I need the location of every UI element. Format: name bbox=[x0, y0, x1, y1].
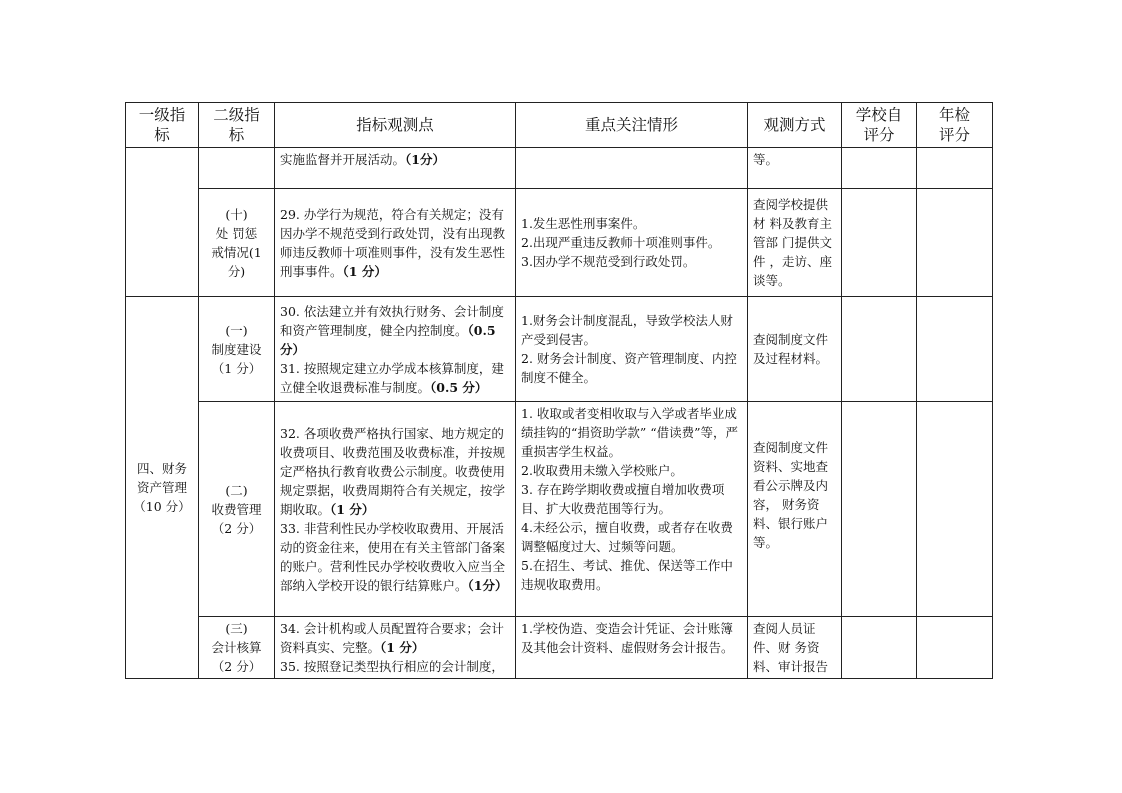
header-self-score: 学校自 评分 bbox=[842, 103, 917, 148]
level1-cell-empty bbox=[126, 148, 199, 297]
annual-score-cell[interactable] bbox=[917, 297, 993, 402]
focus-cell: 1.学校伪造、变造会计凭证、会计账簿及其他会计资料、虚假财务会计报告。 bbox=[516, 617, 748, 679]
header-level1: 一级指 标 bbox=[126, 103, 199, 148]
level2-cell: (一) 制度建设 （1 分） bbox=[199, 297, 275, 402]
method-cell: 等。 bbox=[748, 148, 842, 189]
self-score-cell[interactable] bbox=[842, 148, 917, 189]
table-row bbox=[126, 148, 993, 189]
annual-score-cell[interactable] bbox=[917, 148, 993, 189]
annual-score-cell[interactable] bbox=[917, 189, 993, 297]
method-cell: 查阅制度文件资料、实地查看公示牌及内容， 财务资料、银行账户等。 bbox=[748, 402, 842, 617]
method-cell: 查阅学校提供材 料及教育主管部 门提供文件 ，走访、座谈等。 bbox=[748, 189, 842, 297]
header-focus-situation: 重点关注情形 bbox=[516, 103, 748, 148]
level2-cell: (三) 会计核算 （2 分） bbox=[199, 617, 275, 679]
focus-cell: 1. 收取或者变相收取与入学或者毕业成 绩挂钩的“捐资助学款” “借读费”等，严重损害学生权益。 2.收取费用未缴入学校账户。 3. 存在跨学期收费或擅自增加收费项目、扩大收费范围等行为。 4.未经公示，擅自收费，或者存在收费调整幅度过大、过频等问题。 5.在招生、考试、推优、保送等工作中违规收取费用。 bbox=[516, 402, 748, 617]
self-score-cell[interactable] bbox=[842, 402, 917, 617]
header-level2: 二级指 标 bbox=[199, 103, 275, 148]
observation-cell: 29. 办学行为规范，符合有关规定；没有因办学不规范受到行政处罚，没有出现教师违反教师十项准则事件，没有发生恶性刑事事件。（1 分） bbox=[275, 189, 516, 297]
method-cell: 查阅人员证件、财 务资料、审计报告 bbox=[748, 617, 842, 679]
focus-cell: 1.发生恶性刑事案件。 2.出现严重违反教师十项准则事件。 3.因办学不规范受到行政处罚。 bbox=[516, 189, 748, 297]
table-row bbox=[126, 402, 993, 617]
level2-cell-empty bbox=[199, 148, 275, 189]
method-cell: 查阅制度文件及过程材料。 bbox=[748, 297, 842, 402]
level2-cell: (二) 收费管理 （2 分） bbox=[199, 402, 275, 617]
table-row bbox=[126, 617, 993, 679]
observation-cell: 30. 依法建立并有效执行财务、会计制度和资产管理制度，健全内控制度。（0.5 分） 31. 按照规定建立办学成本核算制度，建立健全收退费标准与制度。（0.5 分） bbox=[275, 297, 516, 402]
focus-cell: 1.财务会计制度混乱，导致学校法人财产受到侵害。 2. 财务会计制度、资产管理制度、内控制度不健全。 bbox=[516, 297, 748, 402]
self-score-cell[interactable] bbox=[842, 617, 917, 679]
header-observation-method: 观测方式 bbox=[748, 103, 842, 148]
header-row bbox=[126, 103, 993, 148]
observation-cell: 34. 会计机构或人员配置符合要求；会计资料真实、完整。（1 分） 35. 按照登记类型执行相应的会计制度， bbox=[275, 617, 516, 679]
table-row bbox=[126, 189, 993, 297]
evaluation-table bbox=[125, 102, 993, 679]
observation-cell: 32. 各项收费严格执行国家、地方规定的收费项目、收费范围及收费标准，并按规定严格执行教育收费公示制度。收费使用规定票据，收费周期符合有关规定，按学期收取。（1 分） 33. 非营利性民办学校收取费用、开展活动的资金往来，使用在有关主管部门备案的账户。营利性民办学校收费收入应当全部纳入学校开设的银行结算账户。（1分） bbox=[275, 402, 516, 617]
annual-score-cell[interactable] bbox=[917, 617, 993, 679]
observation-cell: 实施监督并开展活动。（1分） bbox=[275, 148, 516, 189]
header-observation-point: 指标观测点 bbox=[275, 103, 516, 148]
self-score-cell[interactable] bbox=[842, 297, 917, 402]
level2-cell: (十) 处 罚惩 戒情况(1 分) bbox=[199, 189, 275, 297]
level1-cell: 四、财务 资产管理 （10 分） bbox=[126, 297, 199, 679]
self-score-cell[interactable] bbox=[842, 189, 917, 297]
table-row bbox=[126, 297, 993, 402]
header-annual-score: 年检 评分 bbox=[917, 103, 993, 148]
focus-cell bbox=[516, 148, 748, 189]
annual-score-cell[interactable] bbox=[917, 402, 993, 617]
